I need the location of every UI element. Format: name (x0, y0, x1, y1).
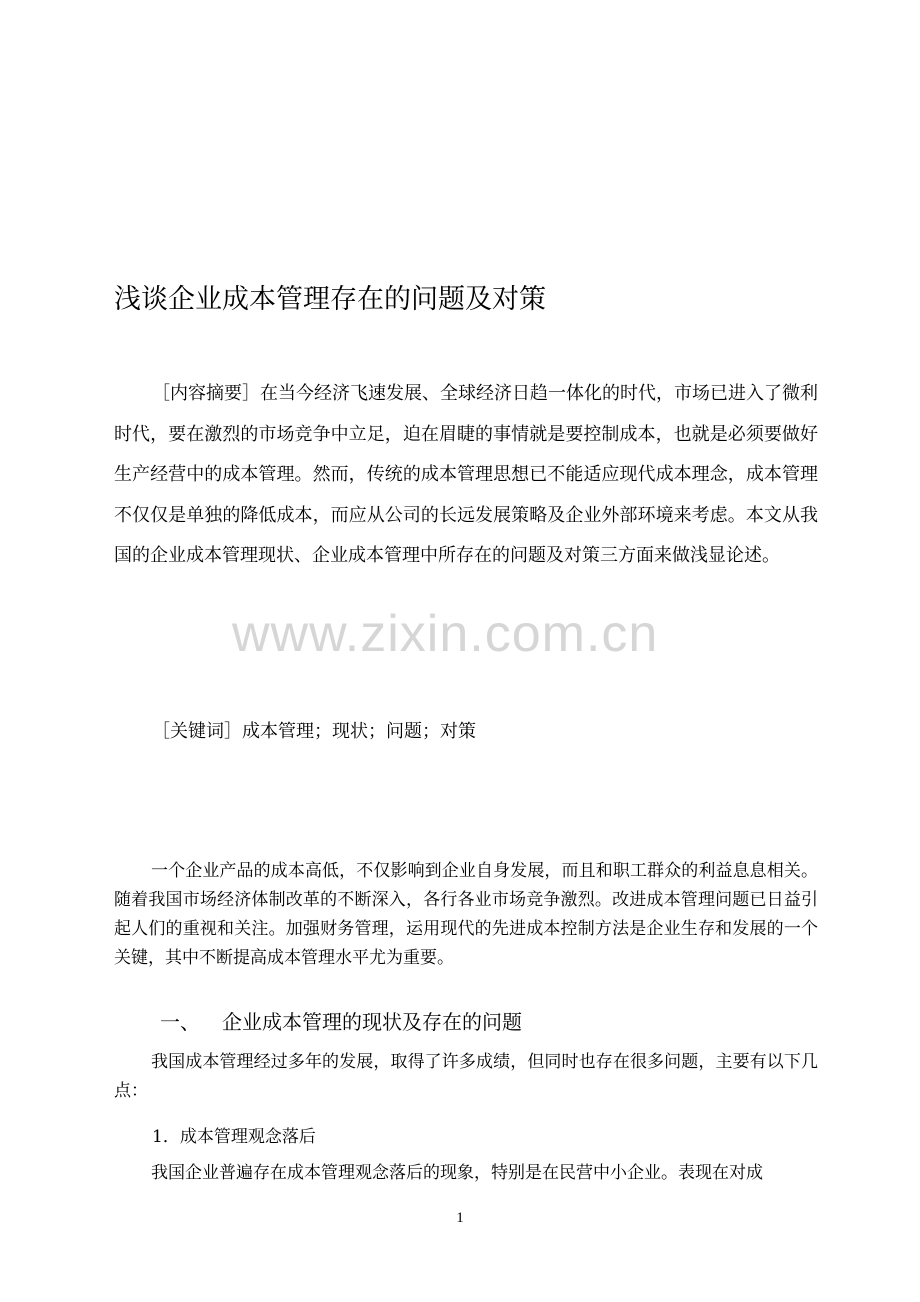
subsection-1-text: 我国企业普遍存在成本管理观念落后的现象，特别是在民营中小企业。表现在对成 (151, 1163, 763, 1183)
abstract-label: ［内容摘要］ (152, 383, 260, 404)
section-1-number: 一、 (160, 1010, 200, 1034)
keywords-label: ［关键词］ (152, 721, 242, 742)
subsection-1-heading (152, 1123, 316, 1152)
document-title: 浅谈企业成本管理存在的问题及对策 (114, 284, 546, 315)
abstract-text: 在当今经济飞速发展、全球经济日趋一体化的时代，市场已进入了微利时代，要在激烈的市场竞争中立足，迫在眉睫的事情就是要控制成本，也就是必须要做好生产经营中的成本管理。然而，传统的成本管理思想已不能适应现代成本理念，成本管理不仅仅是单独的降低成本，而应从公司的长远发展策略及企业外部环境来考虑。本文从我国的企业成本管理现状、企业成本管理中所存在的问题及对策三方面来做浅显论述。 (114, 383, 818, 566)
section-1-title: 企业成本管理的现状及存在的问题 (222, 1010, 522, 1034)
section-1-heading (160, 1006, 522, 1038)
subsection-1-number: 1． (152, 1127, 180, 1147)
keywords-line (152, 712, 476, 752)
watermark: www.zixin.com.cn (232, 605, 659, 663)
page-number: 1 (456, 1210, 464, 1226)
section-1-intro: 我国成本管理经过多年的发展，取得了许多成绩，但同时也存在很多问题，主要有以下几点： (114, 1052, 818, 1101)
intro-paragraph: 一个企业产品的成本高低，不仅影响到企业自身发展，而且和职工群众的利益息息相关。随着我国市场经济体制改革的不断深入，各行各业市场竞争激烈。改进成本管理问题已日益引起人们的重视和关注。加强财务管理，运用现代的先进成本控制方法是企业生存和发展的一个关键，其中不断提高成本管理水平尤为重要。 (114, 861, 818, 968)
subsection-1-title: 成本管理观念落后 (179, 1127, 316, 1147)
abstract-paragraph (114, 374, 818, 577)
keywords-text: 成本管理；现状；问题；对策 (242, 721, 476, 742)
